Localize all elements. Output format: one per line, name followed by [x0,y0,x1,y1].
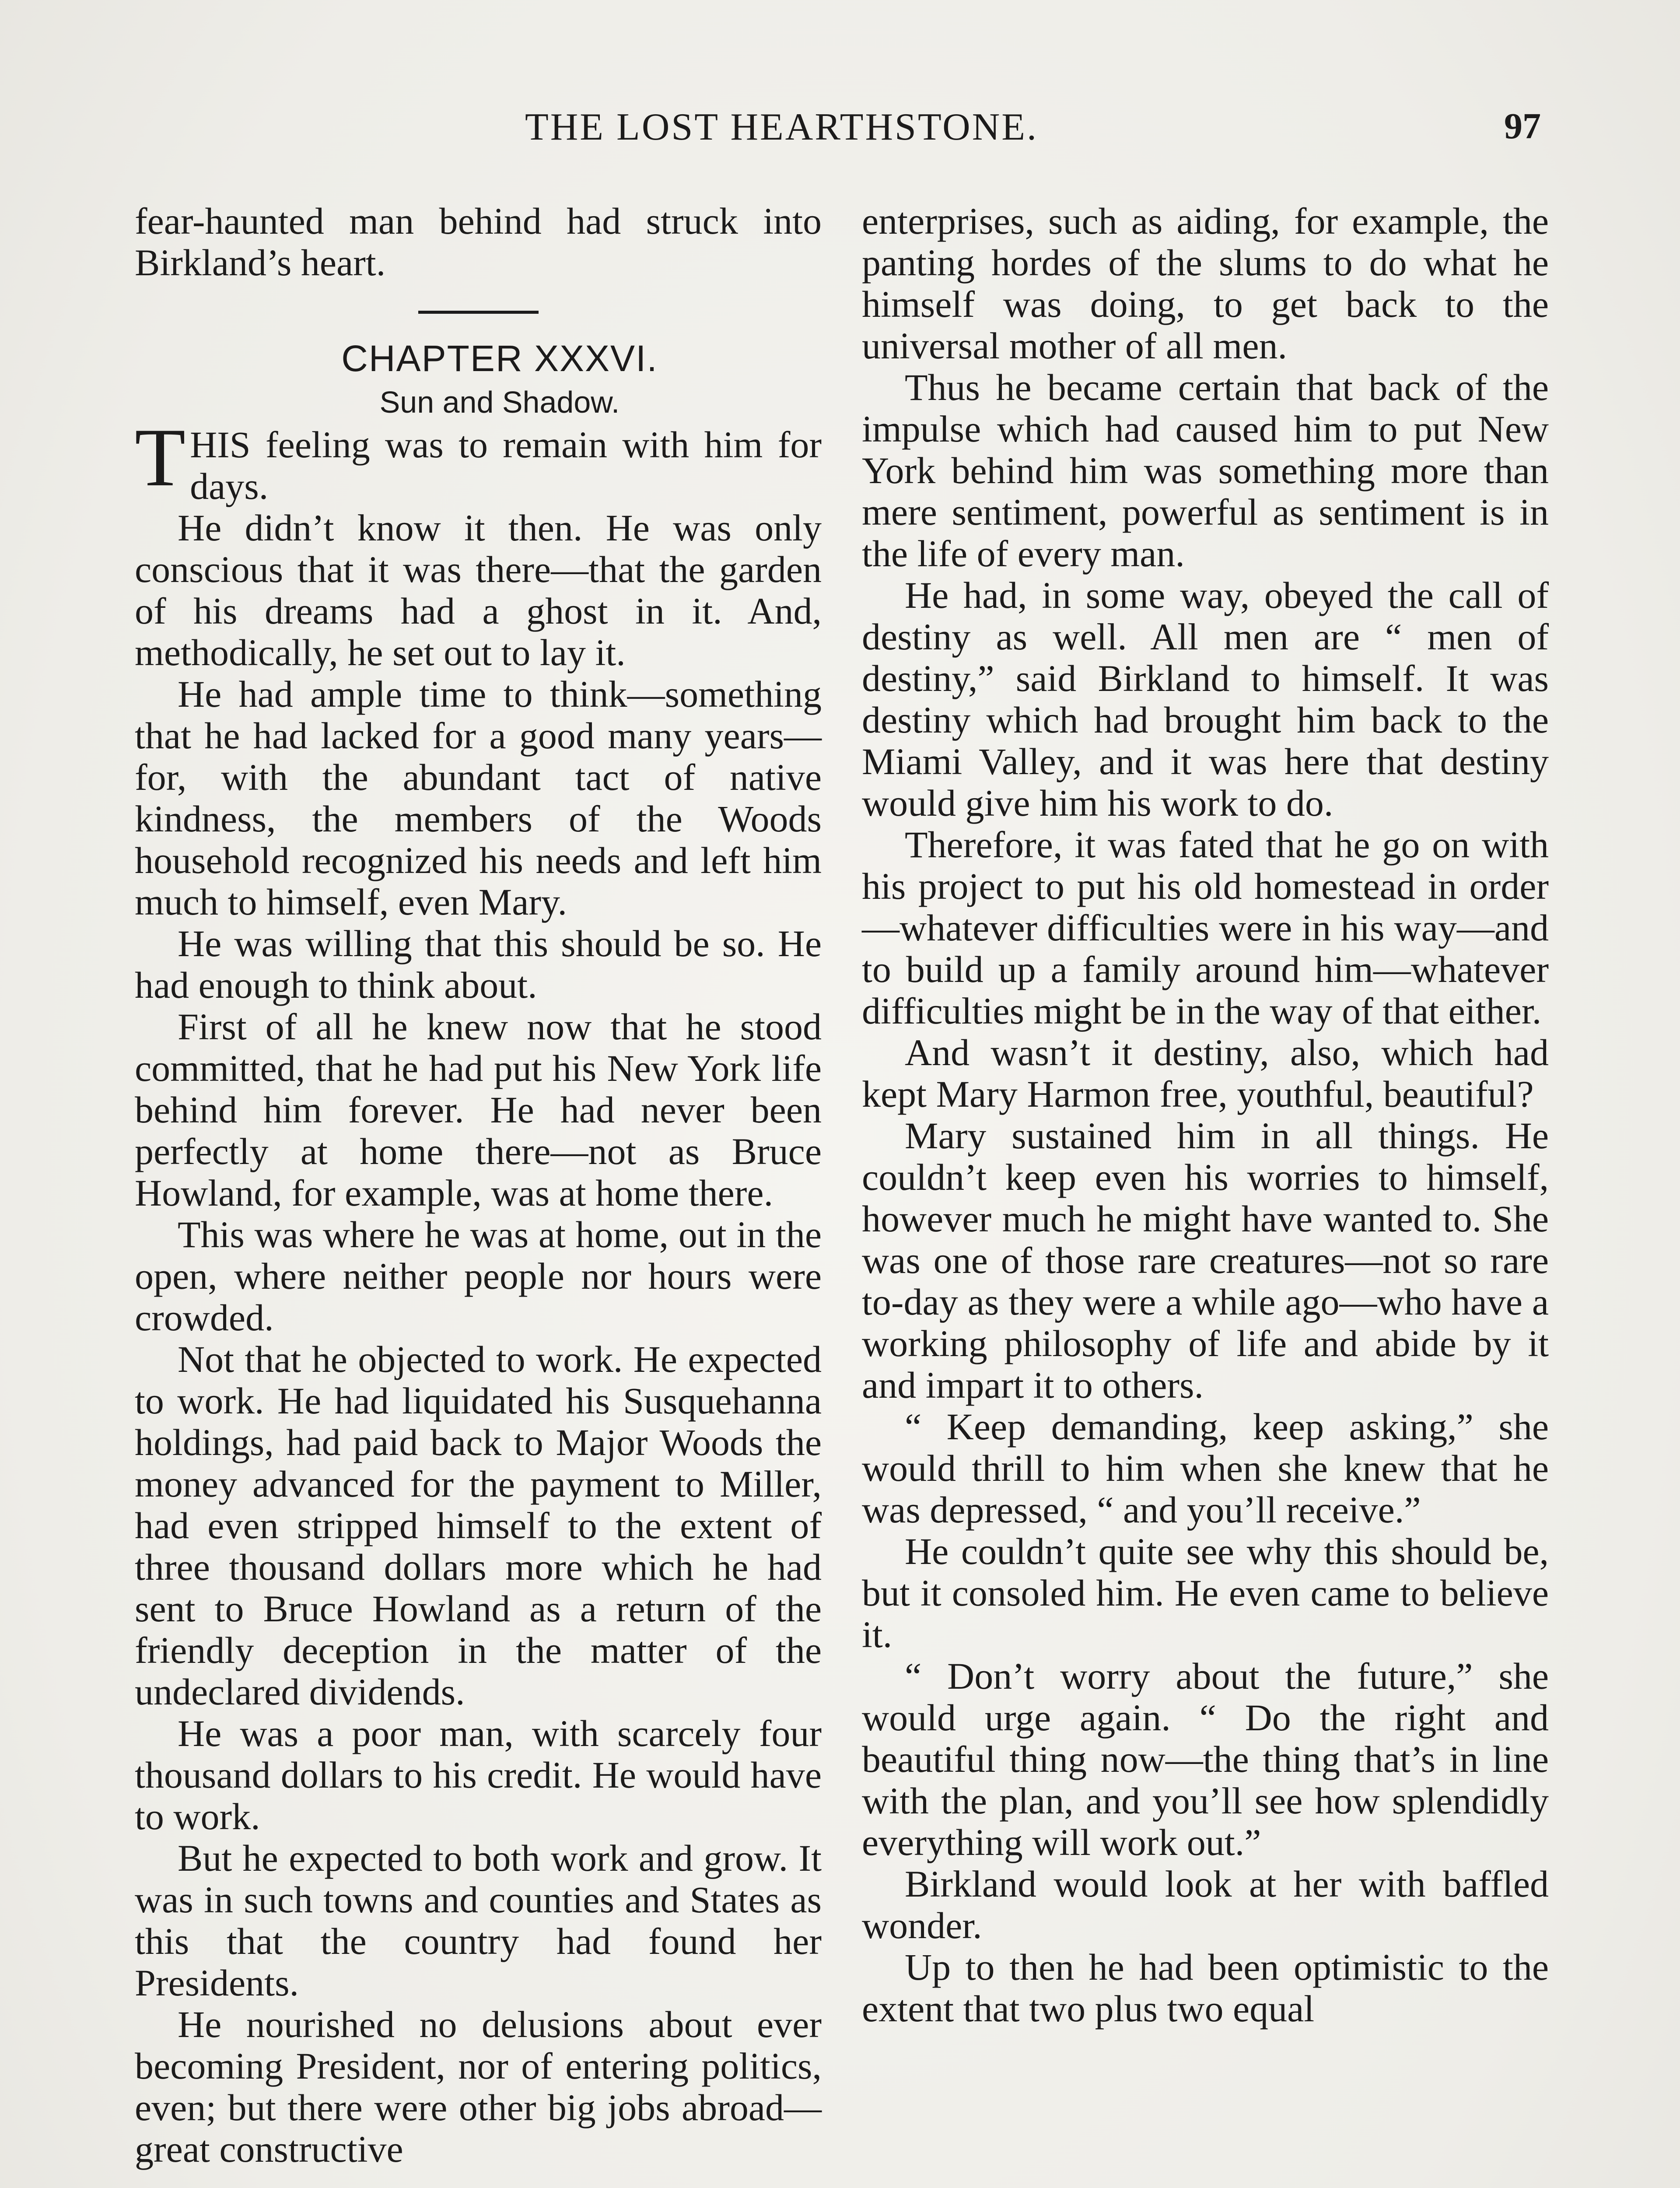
paragraph: Birkland would look at her with baffled wonder. [862,1863,1549,1946]
paragraph: He couldn’t quite see why this should be, but it consoled him. He even came to believe it. [862,1530,1549,1655]
paragraph: First of all he knew now that he stood committed, that he had put his New York life behind him forever. He had never been perfectly at home there—not as Bruce Howland, for example, was at home there. [135,1006,822,1214]
paragraph: Not that he objected to work. He expected to work. He had liquidated his Susquehanna holdings, had paid back to Major Woods the money advanced for the payment to Miller, had even stripped himself to the extent of three thousand dollars more which he had sent to Bruce Howland as a return of the friendly deception in the matter of the undeclared dividends. [135,1338,822,1713]
paragraph: He had, in some way, obeyed the call of destiny as well. All men are “ men of destiny,” said Birkland to himself. It was destiny which had brought him back to the Miami Valley, and it was here that destiny would give him his work to do. [862,574,1549,824]
paragraph: He nourished no delusions about ever becoming President, nor of entering politics, even; but there were other big jobs abroad—great constructive [135,2003,822,2170]
left-column [135,200,822,2170]
paragraph: Thus he became certain that back of the impulse which had caused him to put New York behind him was something more than mere sentiment, powerful as sentiment is in the life of every man. [862,366,1549,575]
drop-cap: T [135,412,186,504]
opening-paragraph [135,412,822,507]
section-divider [418,311,539,314]
paragraph: Mary sustained him in all things. He couldn’t keep even his worries to himself, however much he might have wanted to. She was one of those rare creatures—not so rare to-day as they were a while ago—who have a working philosophy of life and abide by it and impart it to others. [862,1115,1549,1406]
page-number: 97 [1504,106,1541,147]
right-column [862,200,1549,2030]
continuation-paragraph: enterprises, such as aiding, for example, the panting hordes of the slums to do what he himself was doing, to get back to the universal mother of all men. [862,200,1549,367]
paragraph: Therefore, it was fated that he go on with his project to put his old homestead in order—whatever difficulties were in his way—and to build up a family around him—whatever difficulties might be in the way of that either. [862,824,1549,1032]
paragraph: He didn’t know it then. He was only conscious that it was there—that the garden of his dreams had a ghost in it. And, methodically, he set out to lay it. [135,507,822,673]
continuation-paragraph: fear-haunted man behind had struck into Birkland’s heart. [135,200,822,284]
paragraph: But he expected to both work and grow. It was in such towns and counties and States as this that the country had found her Presidents. [135,1837,822,2004]
paragraph: And wasn’t it destiny, also, which had kept Mary Harmon free, youthful, beautiful? [862,1031,1549,1115]
opening-paragraph-text: HIS feeling was to remain with him for days. [190,424,822,507]
paragraph: He had ample time to think—something that he had lacked for a good many years—for, with the abundant tact of native kindness, the members of the Woods household recognized his needs and left him much to himself, even Mary. [135,673,822,923]
running-title: THE LOST HEARTHSTONE. [525,106,1038,148]
paragraph: Up to then he had been optimistic to the extent that two plus two equal [862,1946,1549,2030]
paragraph: He was willing that this should be so. He had enough to think about. [135,922,822,1006]
paragraph: “ Don’t worry about the future,” she would urge again. “ Do the right and beautiful thing now—the thing that’s in line with the plan, and you’ll see how splendidly everything will work out.” [862,1655,1549,1863]
chapter-title: CHAPTER XXXVI. [341,338,658,379]
chapter-subtitle: Sun and Shadow. [379,385,620,419]
paragraph: He was a poor man, with scarcely four thousand dollars to his credit. He would have to work. [135,1712,822,1837]
paragraph: This was where he was at home, out in the open, where neither people nor hours were crowded. [135,1213,822,1339]
paragraph: “ Keep demanding, keep asking,” she would thrill to him when she knew that he was depressed, “ and you’ll receive.” [862,1406,1549,1531]
running-head [0,105,1680,158]
